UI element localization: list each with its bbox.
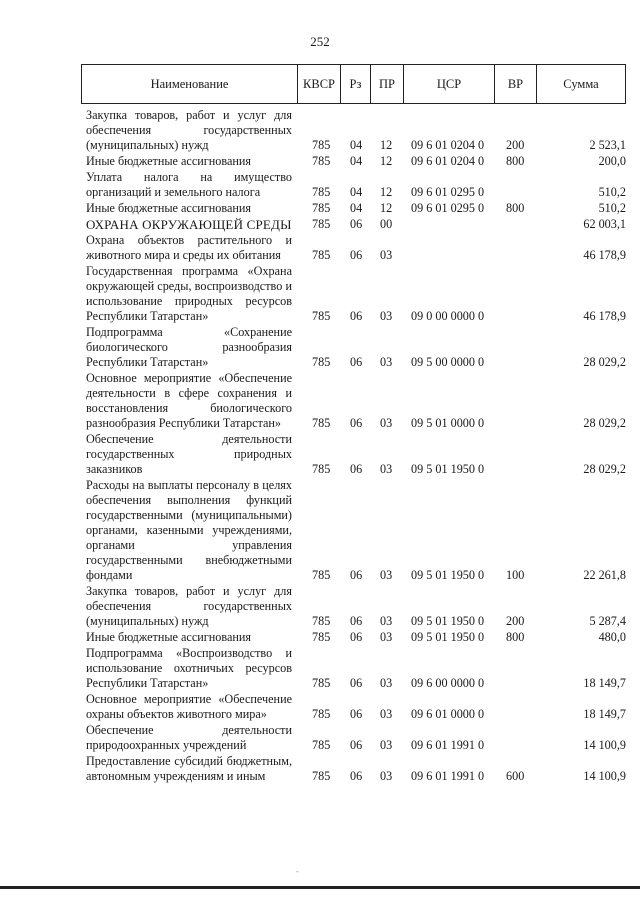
row-sum: 62 003,1 [583, 217, 626, 231]
row-csr: 09 6 01 0295 0 [411, 185, 485, 199]
row-vr: 800 [506, 154, 525, 168]
header-pr: ПР [371, 65, 404, 103]
row-kvsr: 785 [312, 568, 331, 582]
table-row [86, 371, 626, 431]
row-sum: 46 178,9 [583, 248, 626, 262]
row-csr: 09 6 01 0295 0 [411, 201, 485, 215]
row-pr: 12 [380, 138, 393, 152]
table-row [86, 217, 626, 232]
row-vr: 200 [506, 138, 525, 152]
row-rz: 06 [350, 416, 363, 430]
budget-table [86, 108, 626, 784]
row-pr: 03 [380, 630, 393, 644]
table-row [86, 646, 626, 691]
row-vr: 200 [506, 614, 525, 628]
row-csr: 09 6 01 0204 0 [411, 138, 485, 152]
row-pr: 12 [380, 154, 393, 168]
row-sum: 2 523,1 [589, 138, 626, 152]
row-pr: 03 [380, 568, 393, 582]
row-name: Основное мероприятие «Обеспечение деятельности в сфере сохранения и восстановления биологического разнообразия Республики Татарстан» [86, 371, 292, 430]
row-pr: 12 [380, 185, 393, 199]
row-rz: 06 [350, 630, 363, 644]
row-rz: 06 [350, 676, 363, 690]
table-row [86, 754, 626, 784]
row-csr: 09 6 01 1991 0 [411, 738, 485, 752]
row-csr: 09 6 00 0000 0 [411, 676, 485, 690]
row-pr: 03 [380, 309, 393, 323]
table-row [86, 432, 626, 477]
table-row [86, 264, 626, 324]
row-pr: 03 [380, 355, 393, 369]
row-sum: 200,0 [598, 154, 626, 168]
table-row [86, 325, 626, 370]
row-rz: 06 [350, 309, 363, 323]
row-csr: 09 6 01 0204 0 [411, 154, 485, 168]
row-rz: 06 [350, 769, 363, 783]
row-kvsr: 785 [312, 416, 331, 430]
row-kvsr: 785 [312, 462, 331, 476]
row-csr: 09 5 00 0000 0 [411, 355, 485, 369]
page-number: 252 [310, 34, 330, 49]
row-csr: 09 5 01 1950 0 [411, 614, 485, 628]
row-vr: 800 [506, 630, 525, 644]
row-kvsr: 785 [312, 309, 331, 323]
row-csr: 09 6 01 1991 0 [411, 769, 485, 783]
table-row [86, 108, 626, 153]
row-kvsr: 785 [312, 630, 331, 644]
row-csr: 09 6 01 0000 0 [411, 707, 485, 721]
row-name: Предоставление субсидий бюджетным, автономным учреждениям и иным [86, 754, 292, 783]
row-kvsr: 785 [312, 355, 331, 369]
row-kvsr: 785 [312, 201, 331, 215]
table-row [86, 233, 626, 263]
row-rz: 06 [350, 355, 363, 369]
header-name: Наименование [82, 65, 298, 103]
row-kvsr: 785 [312, 614, 331, 628]
row-pr: 03 [380, 707, 393, 721]
row-sum: 22 261,8 [583, 568, 626, 582]
row-sum: 5 287,4 [589, 614, 626, 628]
row-rz: 06 [350, 707, 363, 721]
row-rz: 04 [350, 154, 363, 168]
header-sum: Сумма [563, 76, 599, 91]
row-vr: 100 [506, 568, 525, 582]
row-name: Закупка товаров, работ и услуг для обеспечения государственных (муниципальных) нужд [86, 584, 292, 628]
row-sum: 18 149,7 [583, 676, 626, 690]
row-name: Подпрограмма «Сохранение биологического разнообразия Республики Татарстан» [86, 325, 292, 369]
row-pr: 03 [380, 462, 393, 476]
scan-edge [0, 886, 640, 889]
table-row [86, 630, 626, 645]
row-csr: 09 5 01 1950 0 [411, 462, 485, 476]
row-kvsr: 785 [312, 676, 331, 690]
row-name: ОХРАНА ОКРУЖАЮЩЕЙ СРЕДЫ [86, 217, 292, 232]
row-sum: 510,2 [598, 201, 626, 215]
row-name: Охрана объектов растительного и животного мира и среды их обитания [86, 233, 292, 262]
row-pr: 03 [380, 416, 393, 430]
row-kvsr: 785 [312, 769, 331, 783]
row-kvsr: 785 [312, 217, 331, 231]
row-name: Уплата налога на имущество организаций и земельного налога [86, 170, 292, 199]
row-pr: 12 [380, 201, 393, 215]
row-sum: 28 029,2 [583, 462, 626, 476]
row-name: Государственная программа «Охрана окружающей среды, воспроизводство и использование природных ресурсов Республики Татарстан» [86, 264, 292, 323]
row-rz: 04 [350, 201, 363, 215]
row-rz: 04 [350, 138, 363, 152]
table-header [81, 64, 626, 104]
row-name: Расходы на выплаты персоналу в целях обеспечения выполнения функций государственными (муниципальными) органами, казенными учреждениями, органами управления государственными внебюджетными фондами [86, 478, 292, 582]
row-kvsr: 785 [312, 185, 331, 199]
row-rz: 06 [350, 217, 363, 231]
row-name: Иные бюджетные ассигнования [86, 630, 252, 644]
row-sum: 28 029,2 [583, 416, 626, 430]
table-row [86, 478, 626, 583]
row-kvsr: 785 [312, 248, 331, 262]
row-csr: 09 0 00 0000 0 [411, 309, 485, 323]
table-row [86, 584, 626, 629]
row-kvsr: 785 [312, 738, 331, 752]
row-name: Подпрограмма «Воспроизводство и использование охотничьих ресурсов Республики Татарстан» [86, 646, 292, 690]
row-kvsr: 785 [312, 707, 331, 721]
row-sum: 510,2 [598, 185, 626, 199]
row-rz: 06 [350, 462, 363, 476]
row-pr: 00 [380, 217, 393, 231]
row-csr: 09 5 01 0000 0 [411, 416, 485, 430]
row-pr: 03 [380, 769, 393, 783]
header-kvsr: КВСР [298, 65, 341, 103]
row-rz: 06 [350, 614, 363, 628]
row-sum: 14 100,9 [583, 738, 626, 752]
row-kvsr: 785 [312, 138, 331, 152]
row-rz: 06 [350, 568, 363, 582]
row-sum: 28 029,2 [583, 355, 626, 369]
row-vr: 600 [506, 769, 525, 783]
table-row [86, 692, 626, 722]
table-row [86, 201, 626, 216]
table-row [86, 154, 626, 169]
header-rz: Рз [341, 65, 371, 103]
row-pr: 03 [380, 738, 393, 752]
row-sum: 14 100,9 [583, 769, 626, 783]
row-rz: 06 [350, 248, 363, 262]
row-kvsr: 785 [312, 154, 331, 168]
row-sum: 46 178,9 [583, 309, 626, 323]
row-name: Иные бюджетные ассигнования [86, 201, 252, 215]
row-csr: 09 5 01 1950 0 [411, 568, 485, 582]
row-sum: 480,0 [598, 630, 626, 644]
row-name: Обеспечение деятельности природоохранных учреждений [86, 723, 292, 752]
row-pr: 03 [380, 248, 393, 262]
row-name: Закупка товаров, работ и услуг для обеспечения государственных (муниципальных) нужд [86, 108, 292, 152]
table-row [86, 723, 626, 753]
row-vr: 800 [506, 201, 525, 215]
header-csr: ЦСР [404, 65, 495, 103]
row-name: Иные бюджетные ассигнования [86, 154, 252, 168]
row-name: Основное мероприятие «Обеспечение охраны объектов животного мира» [86, 692, 292, 721]
row-name: Обеспечение деятельности государственных природных заказников [86, 432, 292, 476]
row-rz: 04 [350, 185, 363, 199]
table-row [86, 170, 626, 200]
row-sum: 18 149,7 [583, 707, 626, 721]
row-pr: 03 [380, 614, 393, 628]
row-rz: 06 [350, 738, 363, 752]
scan-mark: ᵔ [296, 868, 299, 878]
row-pr: 03 [380, 676, 393, 690]
row-csr: 09 5 01 1950 0 [411, 630, 485, 644]
header-vr: ВР [495, 65, 537, 103]
